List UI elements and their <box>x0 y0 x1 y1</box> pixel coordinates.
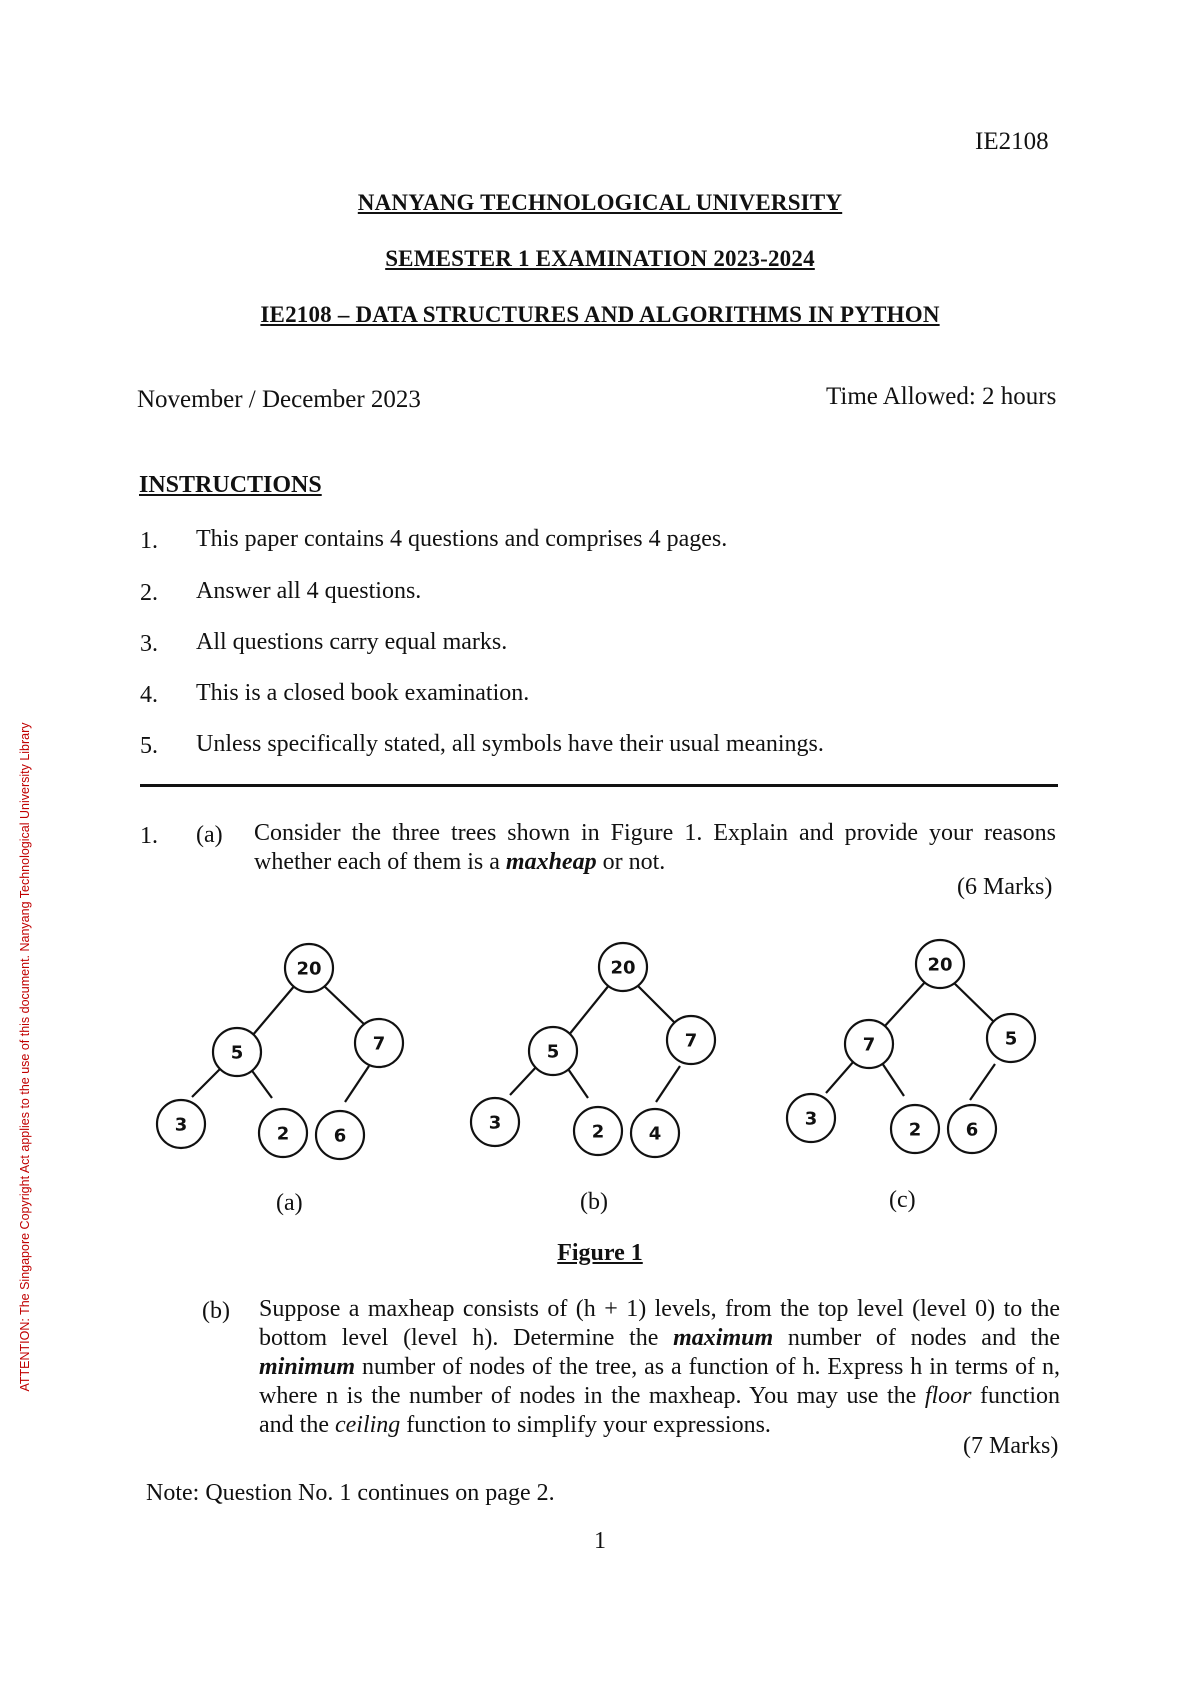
tree-b-caption: (b) <box>580 1189 608 1215</box>
tree-edge <box>882 1063 904 1096</box>
tree-a <box>157 944 403 1159</box>
tree-edge <box>970 1064 995 1100</box>
course-title-heading: IE2108 – DATA STRUCTURES AND ALGORITHMS IN PYTHON <box>260 302 940 327</box>
svg-text:7: 7 <box>684 1030 698 1052</box>
tree-node-right <box>355 1019 403 1067</box>
tree-node-right <box>987 1014 1035 1062</box>
tree-edge <box>884 981 926 1027</box>
exam-heading: SEMESTER 1 EXAMINATION 2023-2024 <box>385 246 815 271</box>
part-b-marks: (7 Marks) <box>963 1433 1059 1459</box>
continuation-note: Note: Question No. 1 continues on page 2. <box>146 1480 555 1506</box>
svg-text:3: 3 <box>174 1114 188 1136</box>
svg-text:6: 6 <box>333 1125 347 1147</box>
part-b-line3: minimum number of nodes of the tree, as a function of h. Express h in terms of n, <box>259 1354 1060 1380</box>
instructions-title: INSTRUCTIONS <box>139 472 322 498</box>
instruction-text: All questions carry equal marks. <box>196 629 508 655</box>
question-number: 1. <box>140 823 158 849</box>
instruction-number: 3. <box>140 631 158 657</box>
tree-node-left <box>529 1027 577 1075</box>
tree-edge <box>568 984 610 1036</box>
tree-a-caption: (a) <box>276 1190 303 1216</box>
maxheap-emphasis: maxheap <box>505 849 597 875</box>
university-heading: NANYANG TECHNOLOGICAL UNIVERSITY <box>357 190 843 215</box>
tree-node-left-right <box>259 1109 307 1157</box>
tree-edge <box>826 1061 854 1093</box>
time-allowed: Time Allowed: 2 hours <box>826 383 1057 410</box>
part-a-label: (a) <box>196 822 223 848</box>
tree-c <box>787 940 1035 1153</box>
instruction-text: Unless specifically stated, all symbols have their usual meanings. <box>196 731 824 757</box>
tree-node-left-left <box>157 1100 205 1148</box>
tree-edge <box>345 1066 369 1102</box>
instruction-number: 2. <box>140 580 158 606</box>
svg-text:2: 2 <box>276 1123 290 1145</box>
svg-text:6: 6 <box>965 1119 979 1141</box>
svg-text:7: 7 <box>862 1034 876 1056</box>
tree-node-right <box>667 1016 715 1064</box>
svg-text:5: 5 <box>230 1042 244 1064</box>
tree-node-left-right <box>891 1105 939 1153</box>
tree-edge <box>566 1066 588 1098</box>
tree-node-root <box>916 940 964 988</box>
tree-node-left <box>213 1028 261 1076</box>
floor-emphasis: floor <box>924 1383 972 1409</box>
exam-date: November / December 2023 <box>137 386 421 413</box>
tree-node-right-left <box>631 1109 679 1157</box>
svg-text:7: 7 <box>372 1033 386 1055</box>
instruction-text: This paper contains 4 questions and comprises 4 pages. <box>196 526 728 552</box>
part-b-text <box>259 1295 1060 1440</box>
instruction-number: 1. <box>140 528 158 554</box>
part-b-line4: where n is the number of nodes in the maxheap. You may use the floor function <box>259 1383 1060 1409</box>
figure-title: Figure 1 <box>557 1240 643 1266</box>
part-b-line2: bottom level (level h). Determine the maximum number of nodes and the <box>259 1325 1060 1351</box>
part-b-label: (b) <box>202 1298 230 1324</box>
tree-edge <box>250 1068 272 1098</box>
course-code-header: IE2108 <box>975 128 1049 155</box>
part-a-line2: whether each of them is a maxheap or not. <box>254 849 666 875</box>
svg-text:2: 2 <box>908 1119 922 1141</box>
tree-node-left-right <box>574 1107 622 1155</box>
svg-text:3: 3 <box>488 1112 502 1134</box>
tree-edge <box>510 1065 538 1095</box>
minimum-emphasis: minimum <box>259 1354 356 1380</box>
instruction-text: Answer all 4 questions. <box>196 578 422 604</box>
tree-node-left-left <box>787 1094 835 1142</box>
part-a-marks: (6 Marks) <box>957 874 1053 900</box>
tree-edge <box>252 984 296 1036</box>
part-a-line1: Consider the three trees shown in Figure 1. Explain and provide your reasons <box>254 820 1056 846</box>
tree-edge <box>192 1067 222 1097</box>
svg-text:20: 20 <box>927 954 953 976</box>
svg-text:2: 2 <box>591 1121 605 1143</box>
tree-b <box>471 943 715 1157</box>
tree-edge <box>636 984 676 1024</box>
svg-text:20: 20 <box>296 958 322 980</box>
part-b-line1: Suppose a maxheap consists of (h + 1) levels, from the top level (level 0) to the <box>259 1296 1060 1322</box>
svg-text:5: 5 <box>546 1041 560 1063</box>
tree-node-left-left <box>471 1098 519 1146</box>
svg-text:5: 5 <box>1004 1028 1018 1050</box>
tree-c-caption: (c) <box>889 1187 916 1213</box>
page-number: 1 <box>594 1528 606 1554</box>
tree-node-root <box>285 944 333 992</box>
tree-node-right-left <box>316 1111 364 1159</box>
svg-text:4: 4 <box>648 1123 662 1145</box>
instruction-text: This is a closed book examination. <box>196 680 530 706</box>
instruction-number: 4. <box>140 682 158 708</box>
part-b-line5: and the ceiling function to simplify your expressions. <box>259 1412 771 1438</box>
instruction-number: 5. <box>140 733 158 759</box>
svg-text:3: 3 <box>804 1108 818 1130</box>
tree-node-left <box>845 1020 893 1068</box>
tree-edge <box>322 984 366 1026</box>
maximum-emphasis: maximum <box>673 1325 774 1351</box>
tree-edge <box>656 1066 680 1102</box>
tree-node-root <box>599 943 647 991</box>
tree-node-right-left <box>948 1105 996 1153</box>
tree-edge <box>952 981 993 1021</box>
copyright-notice: ATTENTION: The Singapore Copyright Act applies to the use of this document. Nanyang Technological University Library <box>18 722 32 1392</box>
ceiling-emphasis: ceiling <box>334 1412 401 1438</box>
svg-text:20: 20 <box>610 957 636 979</box>
